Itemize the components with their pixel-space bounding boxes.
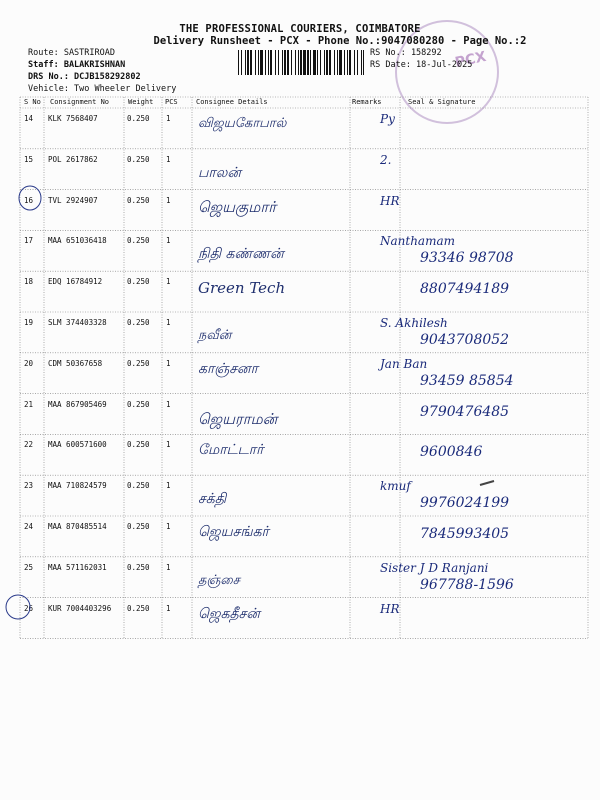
rs-number: RS No.: 158292: [370, 48, 442, 58]
consignment-number: MAA 867905469: [48, 399, 107, 409]
serial-number: 25: [24, 562, 34, 572]
weight-value: 0.250: [127, 277, 150, 287]
weight-value: 0.250: [127, 114, 150, 123]
pieces-count: 1: [166, 399, 171, 409]
col-pcs: PCS: [165, 98, 178, 106]
consignee-name: சக்தி: [198, 491, 227, 508]
consignee-name: Green Tech: [198, 279, 286, 298]
weight-value: 0.250: [127, 399, 150, 409]
serial-number: 20: [24, 358, 34, 368]
consignee-name: ஜெயகுமார்: [198, 197, 277, 216]
consignee-name: காஞ்சனா: [198, 360, 258, 377]
serial-number: 15: [24, 154, 34, 164]
pieces-count: 1: [166, 114, 171, 123]
serial-number: 16: [24, 195, 34, 205]
col-remarks: Remarks: [352, 98, 382, 106]
weight-value: 0.250: [127, 562, 150, 572]
col-seal: Seal & Signature: [408, 98, 476, 106]
company-title: THE PROFESSIONAL COURIERS, COIMBATORE: [179, 23, 421, 35]
weight-value: 0.250: [127, 522, 150, 531]
circle-mark-16: [19, 186, 41, 210]
phone-number: 93459 85854: [420, 372, 514, 389]
consignment-number: EDQ 16784912: [48, 277, 103, 287]
consignee-name: ஜெயராமன்: [198, 409, 278, 428]
pieces-count: 1: [166, 481, 171, 491]
consignment-number: MAA 710824579: [48, 481, 107, 491]
signature: Py: [380, 112, 395, 126]
phone-number: 9043708052: [420, 332, 510, 348]
phone-number: 9600846: [420, 444, 483, 461]
pieces-count: 1: [166, 358, 171, 368]
signature: 2.: [380, 152, 392, 167]
weight-value: 0.250: [127, 440, 150, 450]
consignment-number: KLK 7568407: [48, 114, 98, 123]
consignee-name: ஜெயசங்கர்: [198, 524, 269, 540]
circle-mark-26: [6, 595, 30, 619]
consignee-name: நிதி கண்ணன்: [198, 246, 284, 263]
drs-label: DRS No.: DCJB158292802: [28, 72, 141, 82]
weight-value: 0.250: [127, 154, 150, 164]
pieces-count: 1: [166, 318, 171, 327]
consignment-number: MAA 600571600: [48, 440, 107, 450]
phone-number: 9976024199: [420, 495, 510, 512]
pieces-count: 1: [166, 195, 171, 205]
phone-number: 8807494189: [420, 281, 510, 298]
weight-value: 0.250: [127, 481, 150, 491]
runsheet-subtitle: Delivery Runsheet - PCX - Phone No.:9047080280 - Page No.:2: [153, 35, 527, 47]
rs-date: RS Date: 18-Jul-2025: [370, 60, 473, 70]
consignee-name: ஜெகதீசன்: [198, 605, 260, 622]
pieces-count: 1: [166, 236, 171, 246]
col-consignee: Consignee Details: [196, 98, 268, 106]
consignment-number: MAA 870485514: [48, 522, 107, 531]
vehicle-label: Vehicle: Two Wheeler Delivery: [28, 84, 177, 94]
serial-number: 26: [24, 603, 34, 613]
serial-number: 19: [24, 318, 34, 327]
consignment-number: KUR 7004403296: [48, 603, 112, 613]
phone-number: 7845993405: [420, 526, 510, 542]
serial-number: 17: [24, 236, 34, 246]
pieces-count: 1: [166, 154, 171, 164]
consignee-name: மோட்டார்: [198, 442, 264, 459]
phone-number: 9790476485: [420, 403, 510, 420]
consignee-name: விஜயகோபால்: [198, 116, 287, 131]
consignment-number: TVL 2924907: [48, 195, 98, 205]
col-consignment: Consignment No: [50, 98, 110, 106]
consignee-name: நவீன்: [198, 328, 232, 343]
signature: Nanthamam: [380, 234, 455, 249]
pieces-count: 1: [166, 440, 171, 450]
signature: Sister J D Ranjani: [380, 560, 489, 575]
serial-number: 24: [24, 522, 34, 531]
signature: HR: [380, 601, 400, 616]
consignment-number: POL 2617862: [48, 154, 98, 164]
weight-value: 0.250: [127, 358, 150, 368]
consignment-number: MAA 571162031: [48, 562, 107, 572]
weight-value: 0.250: [127, 318, 150, 327]
serial-number: 22: [24, 440, 34, 450]
route-label: Route: SASTRIROAD: [28, 48, 115, 58]
consignment-number: CDM 50367658: [48, 358, 103, 368]
pieces-count: 1: [166, 522, 171, 531]
staff-label: Staff: BALAKRISHNAN: [28, 60, 126, 70]
weight-value: 0.250: [127, 603, 150, 613]
serial-number: 18: [24, 277, 34, 287]
signature: kmuf: [380, 479, 411, 494]
pieces-count: 1: [166, 603, 171, 613]
serial-number: 23: [24, 481, 34, 491]
consignment-number: MAA 651036418: [48, 236, 107, 246]
signature: S. Akhilesh: [380, 316, 448, 330]
consignment-number: SLM 374403328: [48, 318, 107, 327]
serial-number: 14: [24, 114, 34, 123]
pieces-count: 1: [166, 277, 171, 287]
pen-scribble: [480, 481, 494, 485]
weight-value: 0.250: [127, 236, 150, 246]
col-weight: Weight: [128, 98, 154, 106]
weight-value: 0.250: [127, 195, 150, 205]
stamp-text: PCX: [453, 48, 488, 72]
col-sno: S No: [24, 98, 41, 106]
consignee-name: பாலன்: [198, 164, 241, 181]
serial-number: 21: [24, 399, 34, 409]
phone-number: 967788-1596: [420, 576, 514, 593]
signature: HR: [380, 193, 400, 208]
pieces-count: 1: [166, 562, 171, 572]
signature: Jan Ban: [380, 356, 428, 371]
consignee-name: தஞ்சை: [198, 572, 240, 588]
phone-number: 93346 98708: [420, 250, 514, 267]
